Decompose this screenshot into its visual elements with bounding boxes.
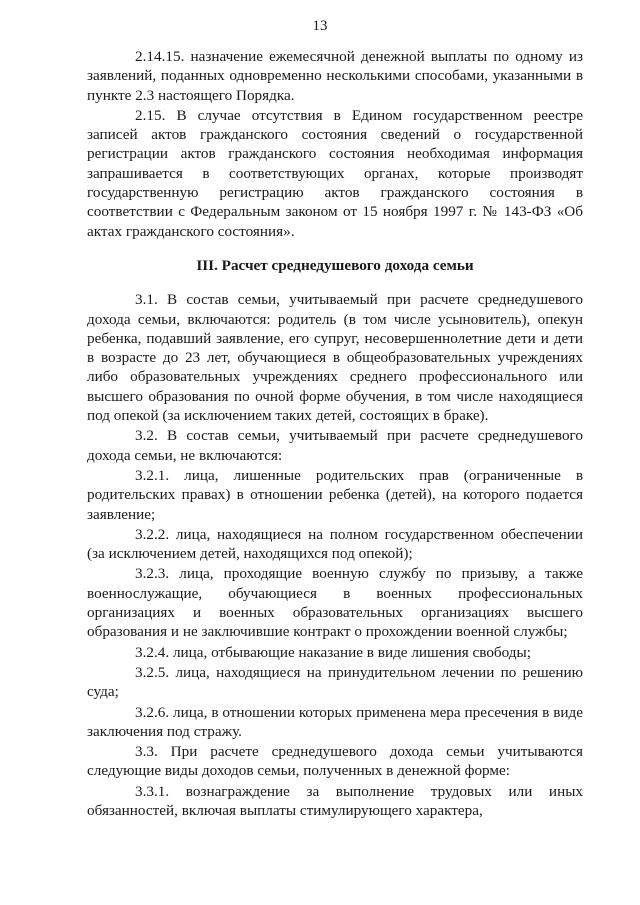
paragraph-3-2-5: 3.2.5. лица, находящиеся на принудительном лечении по решению суда; [87,663,583,701]
paragraph-3-2-4: 3.2.4. лица, отбывающие наказание в виде лишения свободы; [135,643,531,661]
paragraph-3-3-1: 3.3.1. вознаграждение за выполнение трудовых или иных обязанностей, включая выплаты стимулирующего характера, [87,782,583,819]
paragraph-3-2-2: 3.2.2. лица, находящиеся на полном государственном обеспечении (за исключением детей, находящихся под опекой); [87,525,583,563]
paragraph-2-14-15: 2.14.15. назначение ежемесячной денежной выплаты по одному из заявлений, поданных одновременно несколькими способами, указанными в пункте 2.3 настоящего Порядка. [87,48,583,104]
section-heading: III. Расчет среднедушевого дохода семьи [196,256,474,274]
paragraph-3-1: 3.1. В состав семьи, учитываемый при расчете среднедушевого дохода семьи, включаются: родитель (в том числе усыновитель), опекун ребенка, подавший заявление, его супруг, несовершеннолетние дети и дети в возрасте до 23 лет, обучающиеся в общеобразовательных учреждениях либо образовательных учреждениях среднего профессионального или высшего образования по очной форме обучения, в том числе находящиеся под опекой (за исключением таких детей, состоящих в браке). [87,291,583,425]
document-body [87,47,583,820]
paragraph-3-2-6: 3.2.6. лица, в отношении которых применена мера пресечения в виде заключения под стражу. [87,703,583,740]
paragraph-2-15: 2.15. В случае отсутствия в Едином государственном реестре записей актов гражданского состояния сведений о государственной регистрации актов гражданского состояния необходимая информация запрашивается в соответствующих органах, которые производят государственную регистрацию актов гражданского состояния в соответствии с Федеральным законом от 15 ноября 1997 г. № 143-ФЗ «Об актах гражданского состояния». [87,106,583,240]
paragraph-3-2-3: 3.2.3. лица, проходящие военную службу по призыву, а также военнослужащие, обучающиеся в военных профессиональных организациях и военных образовательных организациях высшего образования и не заключившие контракт о прохождении военной службы; [87,565,583,641]
page-number: 13 [312,18,328,34]
paragraph-3-2-1: 3.2.1. лица, лишенные родительских прав (ограниченные в родительских правах) в отношении ребенка (детей), на которого подается заявление; [87,466,583,523]
paragraph-3-3: 3.3. При расчете среднедушевого дохода семьи учитываются следующие виды доходов семьи, полученных в денежной форме: [87,743,583,780]
paragraph-3-2: 3.2. В состав семьи, учитываемый при расчете среднедушевого дохода семьи, не включаются: [87,427,583,464]
